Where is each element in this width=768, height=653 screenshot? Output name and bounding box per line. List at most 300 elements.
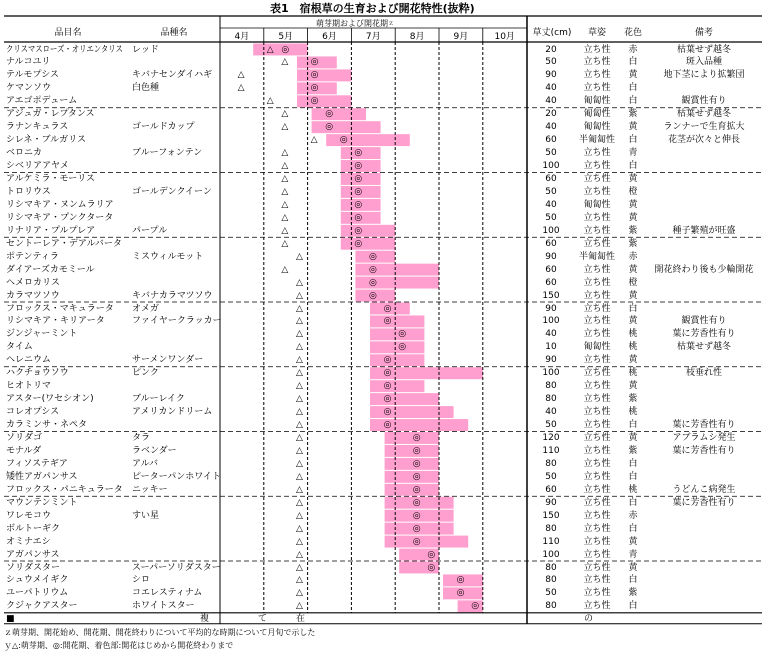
- flower-color: 白: [628, 83, 638, 94]
- item-name: コレオプシス: [6, 407, 60, 418]
- plant-habit: 立ち性: [583, 174, 611, 184]
- variety-name: コエレスティナム: [132, 588, 203, 599]
- sprout-mark: △: [310, 135, 318, 146]
- item-name: シレネ・ブルガリス: [6, 135, 86, 146]
- plant-habit: 立ち性: [583, 44, 611, 55]
- plant-height: 50: [545, 588, 557, 599]
- plant-height: 50: [545, 471, 557, 482]
- sprout-mark: △: [281, 148, 289, 159]
- item-name: マウンテンミント: [6, 497, 78, 508]
- flower-mark: ◎: [427, 562, 436, 573]
- item-name: ワレモコウ: [6, 510, 52, 521]
- note-1: ｚ萌芽期、開花始め、開花期、開花終わりについて平均的な時期について月旬で示した: [4, 628, 316, 637]
- plant-height: 90: [545, 251, 557, 262]
- flowering-bar: [341, 225, 395, 237]
- item-name: フロックス・マキュラータ: [6, 303, 114, 314]
- sprout-mark: △: [266, 96, 274, 107]
- sprout-mark: △: [296, 368, 303, 379]
- flower-color: 黄: [628, 122, 638, 133]
- plant-height: 60: [545, 264, 557, 275]
- month-3: 6月: [322, 32, 337, 42]
- item-name: ソリダスター: [6, 562, 61, 573]
- flowering-bar: [370, 406, 454, 418]
- variety-name: すい星: [132, 510, 160, 521]
- flower-mark: ◎: [412, 523, 421, 534]
- variety-name: ホワイトスター: [132, 601, 195, 612]
- flower-mark: ◎: [354, 148, 363, 159]
- flower-mark: ◎: [412, 497, 421, 508]
- flower-mark: ◎: [310, 57, 319, 68]
- sprout-mark: △: [296, 407, 303, 418]
- sprout-mark: △: [281, 225, 289, 236]
- item-name: ラナンキュラス: [6, 122, 69, 133]
- item-name: ジンジャーミント: [6, 329, 78, 340]
- flowering-bar: [341, 238, 395, 250]
- plant-habit: 立ち性: [583, 57, 611, 68]
- flower-color: 橙: [628, 186, 638, 197]
- variety-name: キバナセンダイハギ: [132, 70, 213, 81]
- variety-name: ゴールドカップ: [132, 122, 195, 133]
- item-name: 矮性アガパンサス: [6, 471, 78, 482]
- sprout-mark: △: [281, 186, 289, 197]
- remark: 葉に芳香性有り: [672, 445, 736, 456]
- flower-mark: ◎: [354, 225, 363, 236]
- plant-habit: 立ち性: [583, 433, 611, 443]
- plant-height: 60: [545, 174, 557, 184]
- plant-height: 100: [542, 549, 560, 560]
- plant-height: 40: [545, 407, 557, 418]
- flower-color: 黄: [628, 433, 638, 443]
- remark: 地下茎により拡繁団: [663, 70, 745, 81]
- variety-name: オメガ: [132, 303, 159, 314]
- sprout-mark: △: [296, 277, 303, 288]
- item-name: リシマキア・キリアータ: [6, 316, 105, 327]
- remark: 開花終わり後も少輪開花: [654, 264, 754, 275]
- flower-mark: ◎: [412, 445, 421, 456]
- plant-habit: 立ち性: [583, 601, 611, 612]
- flower-mark: ◎: [310, 83, 319, 94]
- plant-habit: 匍匐性: [583, 342, 611, 353]
- plant-habit: 立ち性: [583, 420, 611, 431]
- sprout-mark: △: [296, 497, 303, 508]
- remark: 花茎が次々と伸長: [667, 135, 740, 146]
- plant-habit: 立ち性: [583, 510, 611, 521]
- plant-height: 100: [542, 161, 560, 172]
- sprout-mark: △: [296, 562, 303, 573]
- sprout-mark: △: [281, 238, 289, 249]
- flower-mark: ◎: [398, 329, 407, 340]
- variety-name: レッド: [132, 44, 159, 55]
- sprout-mark: △: [237, 70, 245, 81]
- plant-habit: 立ち性: [583, 277, 611, 288]
- table-title: 表1 宿根草の生育および開花特性(抜粋): [270, 2, 475, 15]
- plant-habit: 匍匐性: [583, 109, 611, 120]
- flowering-bar: [370, 315, 424, 327]
- remark: 観賞性有り: [681, 316, 727, 327]
- remark: 枯葉せず越冬: [676, 342, 731, 353]
- sprout-mark: △: [296, 536, 303, 547]
- header-period-text: 萌芽期および開花期: [315, 19, 388, 28]
- item-name: リナリア・プルプレア: [6, 225, 96, 236]
- flower-color: 白: [628, 96, 638, 107]
- sprout-mark: △: [281, 109, 289, 120]
- plant-habit: 立ち性: [583, 355, 611, 366]
- flower-color: 紫: [628, 445, 638, 456]
- flowering-bar: [385, 536, 469, 548]
- plant-height: 80: [545, 394, 557, 405]
- flower-mark: ◎: [456, 588, 465, 599]
- plant-height: 100: [542, 225, 560, 236]
- flower-color: 青: [628, 148, 638, 159]
- sprout-mark: △: [281, 199, 289, 210]
- flower-mark: ◎: [383, 316, 392, 327]
- flower-color: 桃: [628, 329, 638, 340]
- flower-mark: ◎: [427, 549, 436, 560]
- item-name: アエゴポデューム: [6, 96, 78, 107]
- flower-color: 白: [628, 458, 638, 469]
- flower-color: 桃: [628, 368, 638, 379]
- item-name: ヘレニウム: [6, 355, 51, 366]
- remark: 種子繁殖が旺盛: [672, 225, 736, 236]
- plant-height: 50: [545, 420, 557, 431]
- flower-mark: ◎: [383, 355, 392, 366]
- plant-habit: 半匍匐性: [578, 135, 615, 146]
- header-remarks: 備考: [694, 28, 713, 38]
- plant-height: 80: [545, 458, 557, 469]
- flowering-bar: [297, 69, 351, 81]
- item-name: フィソステギア: [6, 458, 68, 469]
- sprout-mark: △: [296, 420, 303, 431]
- flowering-bar: [370, 354, 424, 366]
- flowering-bar: [253, 44, 307, 56]
- flower-mark: ◎: [369, 277, 377, 288]
- plant-habit: 立ち性: [583, 212, 611, 223]
- sprout-mark: △: [296, 523, 303, 534]
- plant-habit: 立ち性: [583, 148, 611, 159]
- remark: うどんこ病発生: [672, 484, 736, 495]
- flower-color: 黄: [628, 264, 638, 275]
- flower-color: 紫: [628, 588, 638, 599]
- variety-name: ピーターパンホワイト: [132, 471, 221, 482]
- plant-height: 80: [545, 601, 557, 612]
- sprout-mark: △: [281, 212, 289, 223]
- plant-habit: 立ち性: [583, 225, 611, 236]
- header-color: 花色: [623, 28, 642, 38]
- flower-mark: ◎: [398, 342, 407, 353]
- header-name: 品目名: [54, 28, 82, 38]
- flower-mark: ◎: [325, 122, 334, 133]
- sprout-mark: △: [281, 174, 289, 184]
- month-1: 4月: [234, 32, 250, 42]
- flower-mark: ◎: [354, 174, 363, 184]
- remark: 葉に芳香性有り: [672, 497, 736, 508]
- flowering-bar: [385, 445, 439, 457]
- header-height: 草丈(cm): [532, 28, 572, 38]
- flower-mark: ◎: [281, 44, 290, 55]
- variety-name: ブルーレイク: [132, 394, 185, 405]
- plant-height: 20: [545, 44, 557, 55]
- plant-height: 90: [545, 70, 557, 81]
- flower-color: 黄: [628, 562, 638, 573]
- item-name: クジャクアスター: [6, 601, 78, 612]
- remark: 葉に芳香性有り: [672, 420, 736, 431]
- plant-habit: 匍匐性: [583, 122, 611, 133]
- variety-name: ミスウィルモット: [132, 251, 204, 262]
- flowering-bar: [370, 393, 439, 405]
- variety-name: ピンク: [132, 368, 159, 379]
- plant-height: 150: [542, 510, 560, 521]
- plant-height: 10: [545, 342, 557, 353]
- flower-mark: ◎: [412, 510, 421, 521]
- flower-color: 黄: [628, 381, 638, 392]
- variety-name: アメリカンドリーム: [132, 407, 213, 418]
- plant-height: 110: [542, 445, 560, 456]
- flowering-bar: [355, 264, 439, 276]
- plant-height: 150: [542, 290, 560, 301]
- item-name: ユーパトリウム: [6, 588, 69, 599]
- sprout-mark: △: [296, 316, 303, 327]
- plant-habit: 立ち性: [583, 329, 611, 340]
- plant-habit: 立ち性: [583, 407, 611, 418]
- flower-color: 白: [628, 420, 638, 431]
- flower-color: 橙: [628, 277, 638, 288]
- sprout-mark: △: [296, 355, 303, 366]
- plant-habit: 立ち性: [583, 458, 611, 469]
- sprout-mark: △: [281, 57, 289, 68]
- flower-mark: ◎: [325, 109, 334, 120]
- footer-b: 複: [200, 614, 210, 625]
- plant-habit: 立ち性: [583, 83, 611, 94]
- flowering-bar: [355, 277, 439, 289]
- flowering-bar: [385, 432, 439, 444]
- remark: 枝垂れ性: [685, 368, 722, 379]
- item-name: ハクチョウソウ: [6, 368, 69, 379]
- flower-color: 白: [628, 575, 638, 586]
- remark: ランナーで生育拡大: [663, 122, 745, 133]
- flower-mark: ◎: [339, 135, 348, 146]
- flower-mark: ◎: [412, 484, 421, 495]
- sprout-mark: △: [281, 161, 289, 172]
- header-period-note: ｚ: [387, 20, 394, 27]
- variety-name: シロ: [132, 575, 151, 586]
- plant-height: 120: [542, 433, 560, 443]
- item-name: モナルダ: [6, 445, 42, 456]
- plant-height: 40: [545, 199, 557, 210]
- flower-color: 赤: [628, 44, 638, 55]
- flower-mark: ◎: [354, 212, 363, 223]
- item-name: アルケミラ・モーリス: [6, 174, 95, 184]
- sprout-mark: △: [296, 445, 303, 456]
- month-5: 8月: [409, 32, 425, 42]
- variety-name: ファイヤークラッカー: [132, 316, 222, 327]
- plant-height: 60: [545, 238, 557, 249]
- item-name: ケマンソウ: [6, 83, 52, 94]
- sprout-mark: △: [296, 549, 303, 560]
- flower-color: 白: [628, 471, 638, 482]
- flowering-bar: [370, 380, 424, 392]
- item-name: タイム: [6, 342, 33, 353]
- plant-habit: 立ち性: [583, 316, 611, 327]
- item-name: ポテンティラ: [6, 251, 59, 262]
- item-name: ヒオトリマ: [6, 381, 51, 392]
- variety-name: ゴールデンクイーン: [132, 186, 212, 197]
- flower-mark: ◎: [471, 601, 480, 612]
- flower-mark: ◎: [383, 381, 392, 392]
- flower-color: 紫: [628, 238, 638, 249]
- sprout-mark: △: [266, 44, 274, 55]
- sprout-mark: △: [237, 83, 245, 94]
- item-name: ナルコユリ: [6, 57, 51, 68]
- plant-height: 60: [545, 135, 557, 146]
- flowering-bar: [385, 458, 439, 470]
- plant-height: 80: [545, 381, 557, 392]
- plant-habit: 立ち性: [583, 575, 611, 586]
- plant-height: 90: [545, 303, 557, 314]
- plant-height: 50: [545, 186, 557, 197]
- plant-height: 60: [545, 277, 557, 288]
- plant-height: 110: [542, 536, 560, 547]
- plant-habit: 立ち性: [583, 536, 611, 547]
- flowering-bar: [326, 134, 410, 146]
- flower-color: 黄: [628, 355, 638, 366]
- plant-habit: 立ち性: [583, 238, 611, 249]
- flowering-bar: [312, 108, 366, 120]
- month-6: 9月: [453, 32, 469, 42]
- flower-color: 桃: [628, 484, 638, 495]
- remark: 斑入品種: [685, 57, 722, 68]
- sprout-mark: △: [296, 251, 303, 262]
- flowering-bar: [370, 328, 424, 340]
- plant-habit: 立ち性: [583, 290, 611, 301]
- plant-habit: 立ち性: [583, 497, 611, 508]
- item-name: カラマツソウ: [6, 290, 60, 301]
- plant-habit: 立ち性: [583, 484, 611, 495]
- flower-mark: ◎: [412, 536, 421, 547]
- flower-mark: ◎: [354, 161, 363, 172]
- plant-height: 50: [545, 57, 557, 68]
- plant-habit: 立ち性: [583, 588, 611, 599]
- flower-color: 白: [628, 497, 638, 508]
- plant-height: 50: [545, 212, 557, 223]
- item-name: カラミンサ・ネペタ: [6, 420, 88, 431]
- flower-color: 紫: [628, 394, 638, 405]
- plant-height: 40: [545, 329, 557, 340]
- variety-name: アルバ: [132, 458, 159, 469]
- sprout-mark: △: [296, 381, 303, 392]
- remark: 枯葉せず越冬: [676, 44, 731, 55]
- plant-height: 100: [542, 316, 560, 327]
- plant-habit: 立ち性: [583, 471, 611, 482]
- flower-mark: ◎: [383, 303, 392, 314]
- sprout-mark: △: [296, 588, 303, 599]
- plant-habit: 立ち性: [583, 562, 611, 573]
- plant-height: 50: [545, 148, 557, 159]
- plant-habit: 立ち性: [583, 161, 611, 172]
- plant-habit: 立ち性: [583, 368, 611, 379]
- flower-color: 白: [628, 161, 638, 172]
- flower-color: 桃: [628, 407, 638, 418]
- variety-name: タラ: [132, 433, 151, 443]
- item-name: シベリアアヤメ: [6, 161, 69, 172]
- plant-habit: 匍匐性: [583, 96, 611, 107]
- sprout-mark: △: [296, 510, 303, 521]
- flowering-bar: [385, 484, 439, 496]
- plant-height: 80: [545, 562, 557, 573]
- variety-name: キバナカラマツソウ: [132, 290, 213, 301]
- item-name: アガパンサス: [6, 549, 60, 560]
- flower-color: 赤: [628, 251, 638, 262]
- header-variety: 品種名: [160, 28, 188, 38]
- flower-color: 黄: [628, 316, 638, 327]
- flowering-bar: [370, 341, 424, 353]
- variety-name: パープル: [132, 225, 168, 236]
- flower-color: 白: [628, 523, 638, 534]
- variety-name: 白色種: [132, 83, 160, 94]
- plant-height: 80: [545, 575, 557, 586]
- footer-e: の: [584, 614, 594, 625]
- flower-color: 青: [628, 549, 638, 560]
- item-name: フロックス・パニキュラータ: [6, 484, 123, 495]
- flower-color: 白: [628, 303, 638, 314]
- flower-mark: ◎: [383, 394, 392, 405]
- variety-name: スーパーソリダスター: [132, 562, 221, 573]
- plant-height: 90: [545, 355, 557, 366]
- sprout-mark: △: [296, 601, 303, 612]
- item-name: シュウメイギク: [6, 575, 69, 586]
- item-name: ダイアーズカモミール: [6, 264, 95, 275]
- item-name: セントーレア・デアルバータ: [6, 238, 122, 249]
- flower-mark: ◎: [412, 458, 421, 469]
- sprout-mark: △: [296, 471, 303, 482]
- flower-color: 黄: [628, 199, 638, 210]
- flower-color: 白: [628, 601, 638, 612]
- flower-color: 黄: [628, 290, 638, 301]
- item-name: クリスマスローズ・オリエンタリス: [6, 44, 123, 55]
- plant-habit: 立ち性: [583, 264, 611, 275]
- plant-habit: 立ち性: [583, 523, 611, 534]
- plant-habit: 立ち性: [583, 445, 611, 456]
- sprout-mark: △: [296, 329, 303, 340]
- item-name: ソリダゴ: [6, 433, 43, 443]
- plant-height: 90: [545, 497, 557, 508]
- flower-mark: ◎: [310, 70, 319, 81]
- footer-d: 在: [296, 614, 306, 625]
- item-name: ベロニカ: [6, 148, 43, 159]
- flower-color: 白: [628, 57, 638, 68]
- flower-color: 桃: [628, 342, 638, 353]
- month-4: 7月: [365, 32, 381, 42]
- flower-color: 黄: [628, 70, 638, 81]
- remark: 葉に芳香性有り: [672, 329, 736, 340]
- item-name: テルモプシス: [6, 70, 59, 81]
- sprout-mark: △: [296, 575, 303, 586]
- plant-habit: 匍匐性: [583, 199, 611, 210]
- flower-color: 黄: [628, 174, 638, 184]
- plant-height: 60: [545, 484, 557, 495]
- flower-mark: ◎: [412, 471, 421, 482]
- plant-habit: 立ち性: [583, 381, 611, 392]
- flowering-bar: [385, 471, 439, 483]
- month-2: 5月: [278, 32, 294, 42]
- sprout-mark: △: [296, 342, 303, 353]
- item-name: ボルトーギク: [6, 523, 61, 534]
- flower-color: 黄: [628, 212, 638, 223]
- plant-habit: 立ち性: [583, 394, 611, 405]
- item-name: アスター(ワセシオン): [6, 394, 94, 405]
- plant-height: 20: [545, 109, 557, 120]
- variety-name: ブルーフォンテン: [132, 148, 203, 159]
- item-name: リシマキア・ヌンムラリア: [6, 199, 114, 210]
